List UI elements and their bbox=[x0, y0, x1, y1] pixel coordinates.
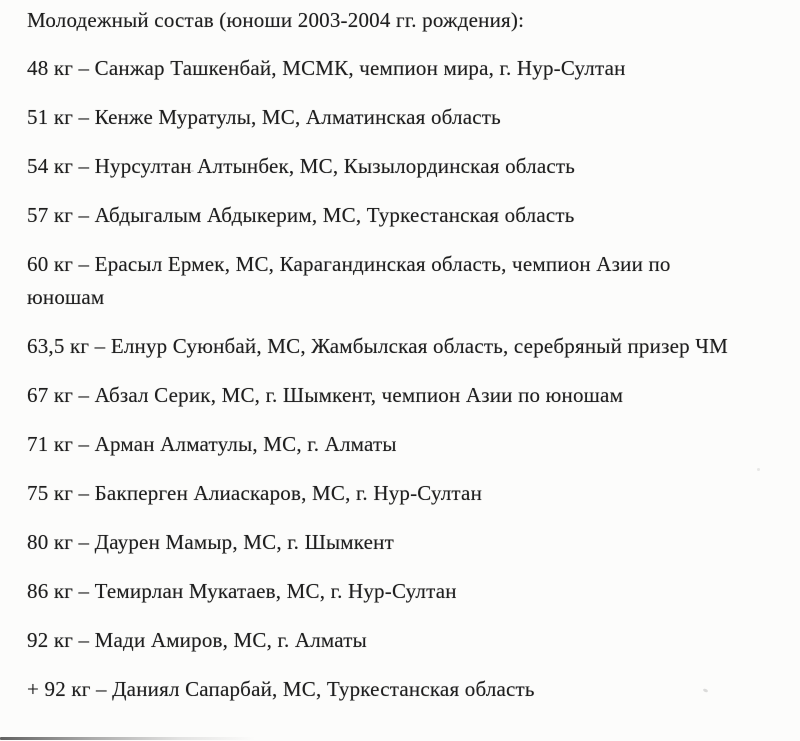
roster-entry-51kg bbox=[27, 101, 788, 134]
roster-entry-48kg bbox=[27, 52, 788, 85]
roster-entry-text: 57 кг – Абдыгалым Абдыкерим, МС, Туркестанская область bbox=[27, 203, 575, 227]
roster-entry-text: 54 кг – Нурсултан Алтынбек, МС, Кызылординская область bbox=[27, 154, 576, 178]
scan-speck bbox=[190, 170, 194, 172]
roster-entry-text: 86 кг – Темирлан Мукатаев, МС, г. Нур-Султан bbox=[27, 579, 457, 603]
page-title: Молодежный состав (юноши 2003-2004 гг. рождения): bbox=[27, 8, 525, 32]
roster-entry-92kg bbox=[27, 624, 788, 657]
roster-entry-text: 63,5 кг – Елнур Суюнбай, МС, Жамбылская область, серебряный призер ЧМ bbox=[27, 334, 728, 358]
roster-entry-plus92kg bbox=[27, 673, 788, 706]
roster-entry-54kg bbox=[27, 150, 788, 183]
scan-artifact-line bbox=[0, 737, 255, 740]
roster-entry-71kg bbox=[27, 428, 788, 461]
roster-entry-text-wrap: юношам bbox=[27, 285, 105, 309]
roster-entry-60kg bbox=[27, 248, 788, 314]
roster-entry-67kg bbox=[27, 379, 788, 412]
roster-entry-86kg bbox=[27, 575, 788, 608]
roster-entry-text: 67 кг – Абзал Серик, МС, г. Шымкент, чемпион Азии по юношам bbox=[27, 383, 624, 407]
roster-entry-75kg bbox=[27, 477, 788, 510]
roster-entry-text: 51 кг – Кенже Муратулы, МС, Алматинская область bbox=[27, 105, 501, 129]
scan-speck bbox=[757, 468, 760, 471]
roster-entry-57kg bbox=[27, 199, 788, 232]
roster-entry-text: 48 кг – Санжар Ташкенбай, МСМК, чемпион мира, г. Нур-Султан bbox=[27, 56, 626, 80]
roster-entry-text: 80 кг – Даурен Мамыр, МС, г. Шымкент bbox=[27, 530, 394, 554]
roster-entry-text: + 92 кг – Даниял Сапарбай, МС, Туркестанская область bbox=[27, 677, 535, 701]
roster-entry-text: 75 кг – Бакперген Алиаскаров, МС, г. Нур-Султан bbox=[27, 481, 483, 505]
roster-entry-80kg bbox=[27, 526, 788, 559]
roster-entry-63-5kg bbox=[27, 330, 788, 363]
document-body bbox=[27, 4, 788, 722]
roster-entry-text: 60 кг – Ерасыл Ермек, МС, Карагандинская область, чемпион Азии по bbox=[27, 252, 671, 276]
roster-entry-text: 71 кг – Арман Алматулы, МС, г. Алматы bbox=[27, 432, 397, 456]
roster-entry-text: 92 кг – Мади Амиров, МС, г. Алматы bbox=[27, 628, 367, 652]
